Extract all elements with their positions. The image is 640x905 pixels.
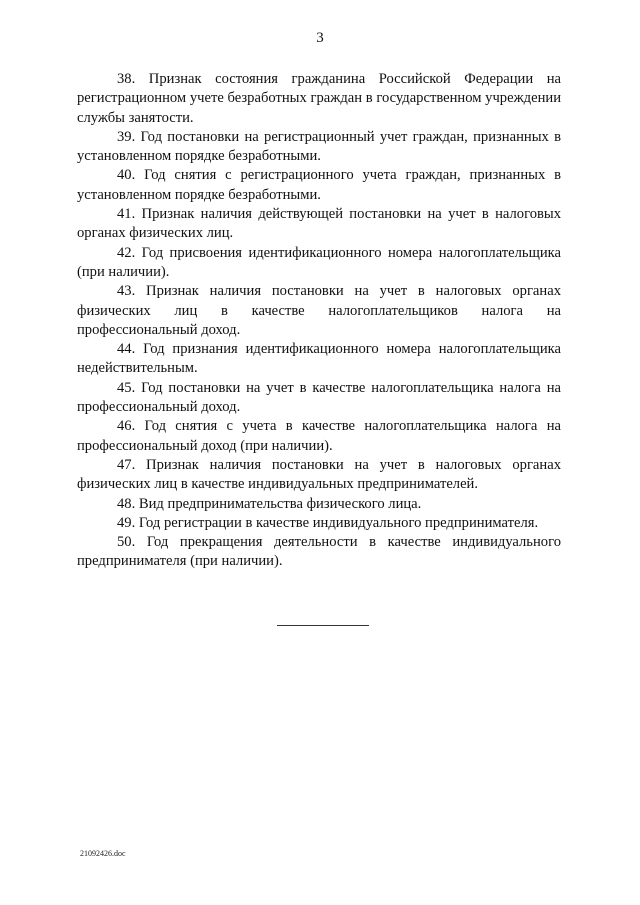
document-body xyxy=(77,70,561,572)
end-divider xyxy=(277,625,369,626)
list-item: 39. Год постановки на регистрационный учет граждан, признанных в установленном порядке безработными. xyxy=(77,128,561,165)
list-item: 49. Год регистрации в качестве индивидуального предпринимателя. xyxy=(117,514,539,531)
list-item: 43. Признак наличия постановки на учет в налоговых органах физических лиц в качестве налогоплательщиков налога на профессиональный доход. xyxy=(77,283,561,338)
list-item: 47. Признак наличия постановки на учет в налоговых органах физических лиц в качестве индивидуальных предпринимателей. xyxy=(77,456,561,493)
list-item: 41. Признак наличия действующей постановки на учет в налоговых органах физических лиц. xyxy=(77,206,561,242)
list-item: 46. Год снятия с учета в качестве налогоплательщика налога на профессиональный доход (при наличии). xyxy=(77,418,561,454)
page-number: 3 xyxy=(316,30,324,46)
list-item: 42. Год присвоения идентификационного номера налогоплательщика (при наличии). xyxy=(77,244,561,280)
list-item: 45. Год постановки на учет в качестве налогоплательщика налога на профессиональный доход. xyxy=(77,379,561,416)
list-item: 50. Год прекращения деятельности в качестве индивидуального предпринимателя (при наличии). xyxy=(77,534,561,570)
list-item: 44. Год признания идентификационного номера налогоплательщика недействительным. xyxy=(77,341,561,377)
list-item: 48. Вид предпринимательства физического лица. xyxy=(117,495,422,512)
list-item: 40. Год снятия с регистрационного учета граждан, признанных в установленном порядке безработными. xyxy=(77,167,561,203)
list-item: 38. Признак состояния гражданина Российской Федерации на регистрационном учете безработных граждан в государственном учреждении службы занятости. xyxy=(77,71,561,126)
file-name-footer: 21092426.doc xyxy=(80,849,126,858)
